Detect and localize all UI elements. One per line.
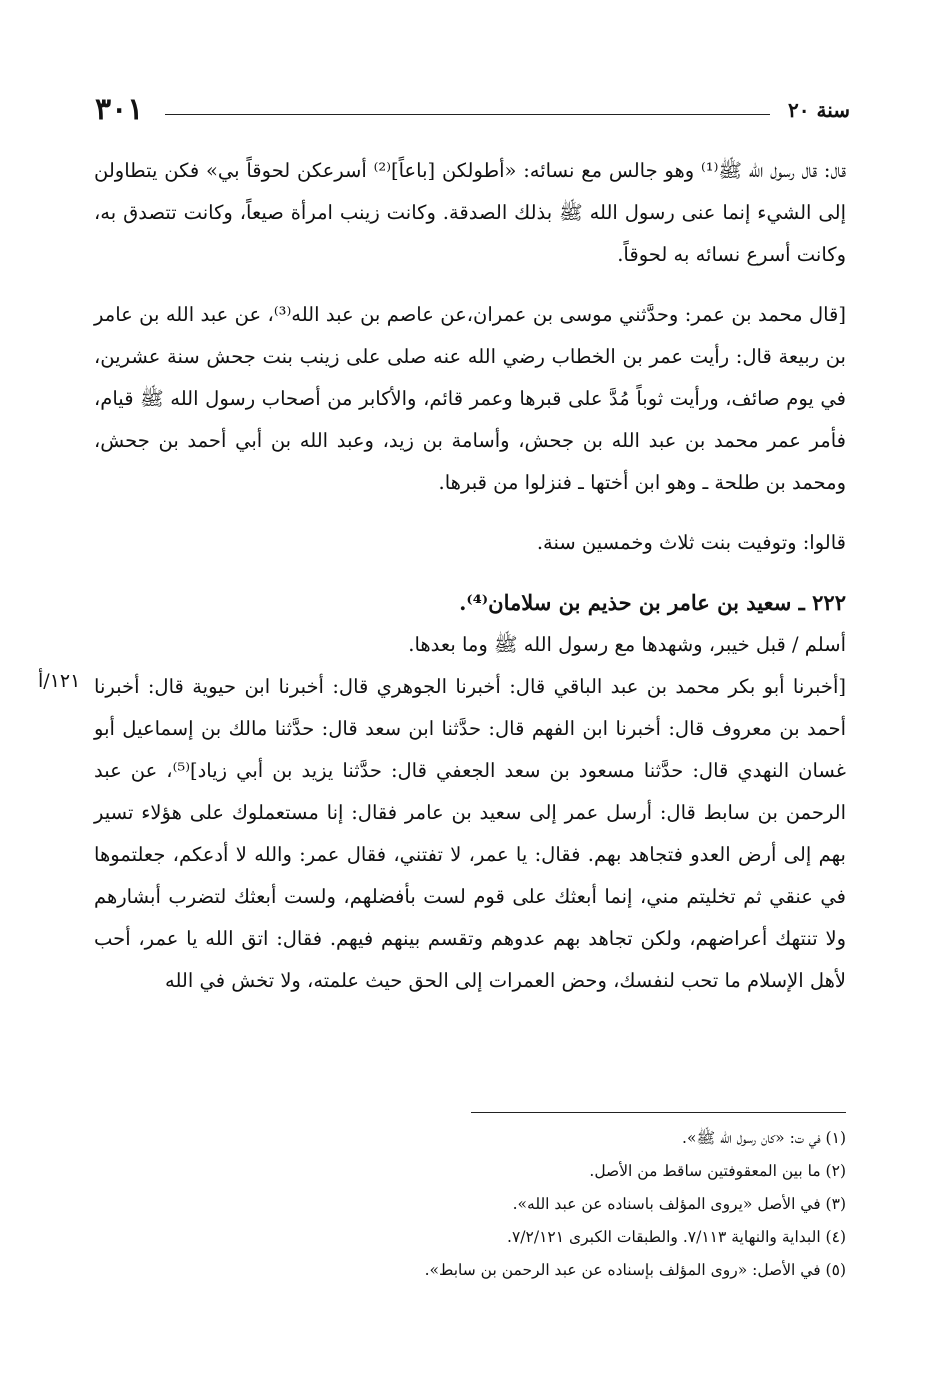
entry-text: [أخبرنا أبو بكر محمد بن عبد الباقي قال: أخبرنا الجوهري قال: أخبرنا ابن حيوية قال: أخبرنا أحمد بن معروف قال: أخبرنا ابن الفهم قال: حدَّثنا ابن سعد قال: حدَّثنا مالك بن إسماعيل أبو غسان النهدي قال: حدَّثنا مسعود بن سعد الجعفي قال: حدَّثنا يزيد بن أبي زياد]⁽⁵⁾، عن عبد الرحمن بن سابط قال: أرسل عمر إلى سعيد بن عامر فقال: إنا مستعملوك على هؤلاء تسير بهم إلى أرض العدو فتجاهد بهم. فقال: يا عمر، لا تفتني، فقال عمر: والله لا أدعكم، جعلتموها في عنقي ثم تخليتم مني، إنما أبعثك على قوم لست بأفضلهم، ولست أبعثك لتضرب أبشارهم ولا تنتهك أعراضهم، ولكن تجاهد بهم عدوهم وتقسم بينهم فيهم. فقال: اتق الله يا عمر، أحب لأهل الإسلام ما تحب لنفسك، وحض العمرات إلى الحق حيث علمته، ولا تخش في الله: [94, 675, 846, 992]
footnotes: [94, 1122, 846, 1287]
page-number: ٣٠١: [95, 92, 144, 127]
running-title: سنة ٢٠: [788, 98, 850, 122]
footnote-2: (٢) ما بين المعقوفتين ساقط من الأصل.: [589, 1162, 846, 1180]
header-rule: [165, 114, 770, 115]
paragraph-zaynab-age: قالوا: وتوفيت بنت ثلاث وخمسين سنة.: [536, 531, 846, 554]
main-text: [94, 150, 846, 1002]
paragraph-zaynab-burial: [قال محمد بن عمر: وحدَّثني موسى بن عمران،عن عاصم بن عبد الله⁽³⁾، عن عبد الله بن عامر بن ربيعة قال: رأيت عمر بن الخطاب رضي الله عنه صلى على زينب بنت جحش سنة عشرين، في يوم صائف، ورأيت ثوباً مُدَّ على قبرها وعمر قائم، والأكابر من أصحاب رسول الله ﷺ قيام، فأمر عمر محمد بن عبد الله بن جحش، وأسامة بن زيد، وعبد الله بن أبي أحمد بن جحش، ومحمد بن طلحة ـ وهو ابن أختها ـ فنزلوا من قبرها.: [94, 303, 846, 494]
footnote-1: (١) في ت: «كان رسول الله ﷺ».: [682, 1129, 846, 1147]
footnote-separator: [471, 1112, 846, 1113]
footnote-4: (٤) البداية والنهاية ٧/١١٣. والطبقات الكبرى ٧/٢/١٢١.: [507, 1228, 846, 1246]
footnote-5: (٥) في الأصل: «روى المؤلف بإسناده عن عبد الرحمن بن سابط».: [424, 1261, 846, 1279]
entry-intro: أسلم / قبل خيبر، وشهدها مع رسول الله ﷺ وما بعدها.: [408, 633, 846, 656]
manuscript-folio-ref: ١٢١/أ: [38, 670, 81, 692]
paragraph-zaynab-hadith: قال: قال رسول الله ﷺ⁽¹⁾ وهو جالس مع نسائه: «أطولكن [باعاً]⁽²⁾ أسرعكن لحوقاً بي» فكن يتطاولن إلى الشيء إنما عنى رسول الله ﷺ بذلك الصدقة. وكانت زينب امرأة صيعاً، وكانت تتصدق به، وكانت أسرع نسائه به لحوقاً.: [94, 159, 846, 266]
footnote-3: (٣) في الأصل «يروى المؤلف باسناده عن عبد الله».: [512, 1195, 846, 1213]
entry-heading: ٢٢٢ ـ سعيد بن عامر بن حذيم بن سلامان⁽⁴⁾.: [459, 590, 846, 615]
page-header: [95, 92, 850, 132]
